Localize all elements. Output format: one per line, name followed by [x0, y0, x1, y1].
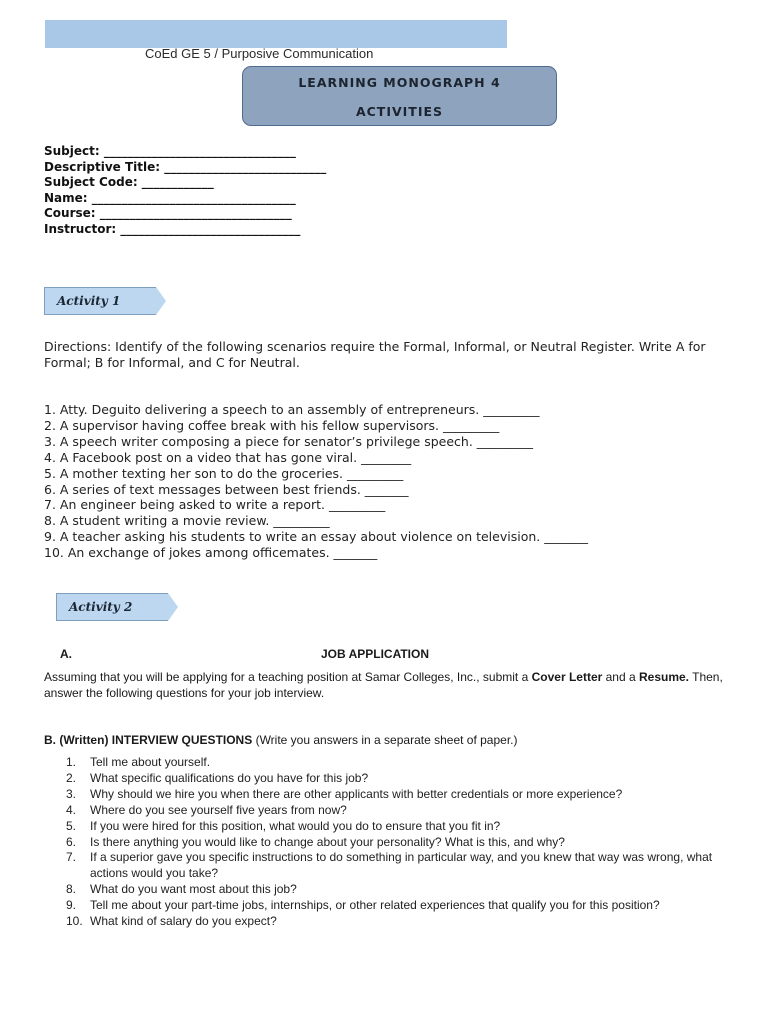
header-bar	[45, 20, 507, 48]
question-number: 2.	[66, 770, 77, 785]
list-item	[66, 914, 726, 930]
list-item: 5. A mother texting her son to do the groceries. _________	[44, 465, 404, 481]
activity-2-label: Activity 2	[69, 600, 133, 614]
field-descriptive-title: Descriptive Title: ___________________________	[44, 159, 327, 174]
list-item	[66, 787, 726, 803]
question-number: 7.	[66, 850, 77, 865]
list-item	[66, 882, 726, 898]
course-line: CoEd GE 5 / Purposive Communication	[145, 46, 374, 61]
part-b-title: B. (Written) INTERVIEW QUESTIONS	[44, 733, 253, 747]
question-number: 8.	[66, 882, 77, 897]
instruction-text: Assuming that you will be applying for a teaching position at Samar Colleges, Inc., submit a	[44, 670, 532, 684]
activity-1-list	[44, 402, 588, 561]
part-a-label: A.	[60, 647, 72, 661]
cover-letter-emphasis: Cover Letter	[531, 670, 603, 684]
field-subject-code: Subject Code: ____________	[44, 175, 214, 189]
part-a-title: JOB APPLICATION	[321, 647, 430, 661]
activity-1-tab	[44, 287, 156, 315]
tab-arrow	[156, 287, 166, 315]
instruction-text: Then, answer the following questions for your job interview.	[44, 670, 723, 700]
question-text: If you were hired for this position, what would you do to ensure that you fit in?	[90, 818, 501, 833]
activity-1-directions: Directions: Identify of the following scenarios require the Formal, Informal, or Neutral Register. Write A for Formal; B for Informal, and C for Neutral.	[44, 339, 706, 370]
list-item: 1. Atty. Deguito delivering a speech to an assembly of entrepreneurs. _________	[44, 402, 540, 417]
list-item: 9. A teacher asking his students to write an essay about violence on television. _______	[44, 529, 588, 545]
question-number: 3.	[66, 786, 77, 801]
list-item	[66, 771, 726, 787]
interview-questions-list	[66, 755, 726, 930]
activity-2-tab	[56, 593, 168, 621]
question-text: If a superior gave you specific instructions to do something in particular way, and you knew that way was wrong, what actions would you take?	[90, 850, 713, 881]
question-text: Tell me about your part-time jobs, internships, or other related experiences that qualify you for this position?	[90, 898, 660, 913]
question-number: 5.	[66, 818, 77, 833]
question-text: Tell me about yourself.	[90, 755, 211, 769]
question-text: Why should we hire you when there are other applicants with better credentials or more experience?	[90, 786, 623, 801]
part-b-heading	[44, 733, 517, 747]
question-text: Is there anything you would like to change about your personality? What is this, and why?	[90, 834, 565, 849]
question-text: Where do you see yourself five years from now?	[90, 802, 347, 817]
question-number: 9.	[66, 898, 77, 913]
list-item	[66, 803, 726, 819]
field-instructor: Instructor: ______________________________	[44, 221, 301, 236]
list-item: 2. A supervisor having coffee break with his fellow supervisors. _________	[44, 417, 500, 433]
list-item: 3. A speech writer composing a piece for senator’s privilege speech. _________	[44, 433, 534, 449]
question-number: 1.	[66, 755, 77, 769]
field-subject: Subject: ________________________________	[44, 144, 296, 158]
list-item: 6. A series of text messages between best friends. _______	[44, 481, 409, 497]
list-item: 4. A Facebook post on a video that has gone viral. ________	[44, 449, 412, 465]
job-application-instructions	[44, 670, 734, 701]
question-text: What specific qualifications do you have for this job?	[90, 770, 369, 785]
list-item	[66, 835, 726, 851]
tab-arrow	[168, 593, 178, 621]
list-item	[66, 755, 726, 771]
activity-1-label: Activity 1	[57, 294, 121, 308]
question-number: 4.	[66, 802, 77, 817]
monograph-subtitle: ACTIVITIES	[355, 104, 444, 119]
question-text: What kind of salary do you expect?	[90, 914, 277, 929]
list-item: 8. A student writing a movie review. _________	[44, 513, 330, 529]
question-number: 10.	[66, 914, 83, 929]
question-text: What do you want most about this job?	[90, 882, 297, 897]
field-name: Name: __________________________________	[44, 190, 296, 205]
part-b-note: (Write you answers in a separate sheet of paper.)	[252, 733, 518, 747]
list-item: 10. An exchange of jokes among officemates. _______	[44, 545, 378, 561]
list-item	[66, 850, 726, 882]
list-item: 7. An engineer being asked to write a report. _________	[44, 497, 386, 513]
monograph-title: LEARNING MONOGRAPH 4	[298, 75, 501, 90]
resume-emphasis: Resume.	[638, 670, 690, 684]
question-number: 6.	[66, 834, 77, 849]
monograph-title-box	[242, 66, 557, 126]
list-item	[66, 898, 726, 914]
instruction-text: and a	[602, 670, 639, 684]
student-info-form	[44, 144, 326, 237]
list-item	[66, 819, 726, 835]
field-course: Course: ________________________________	[44, 206, 292, 220]
